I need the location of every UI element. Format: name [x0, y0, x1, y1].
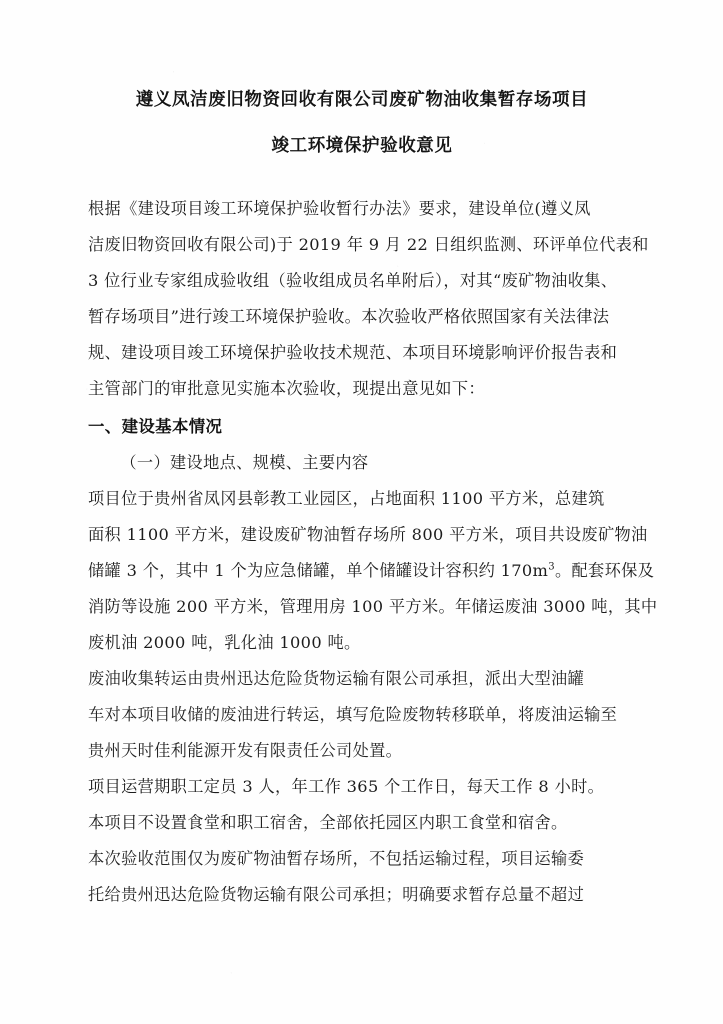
paragraph-transport — [88, 661, 636, 769]
paragraph-scope-line: 托给贵州迅达危险货物运输有限公司承担；明确要求暂存总量不超过 — [88, 885, 585, 904]
paragraph-intro-line: 根据《建设项目竣工环境保护验收暂行办法》要求，建设单位(遵义凤 — [88, 199, 591, 218]
cubic-meter-superscript: 3 — [548, 561, 555, 573]
paragraph-staffing — [88, 769, 636, 841]
paragraph-intro-line: 洁废旧物资回收有限公司)于 2019 年 9 月 22 日组织监测、环评单位代表和 — [88, 235, 649, 254]
scale-line-text-tail: 。配套环保及 — [554, 561, 655, 580]
scale-line-text: 储罐 3 个，其中 1 个为应急储罐，单个储罐设计容积约 170m — [88, 561, 549, 580]
paragraph-transport-line: 废油收集转运由贵州迅达危险货物运输有限公司承担，派出大型油罐 — [88, 669, 585, 688]
document-content — [88, 0, 658, 913]
paragraph-transport-line: 贵州天时佳利能源开发有限责任公司处置。 — [88, 741, 403, 760]
paragraph-staffing-line: 本项目不设置食堂和职工宿舍，全部依托园区内职工食堂和宿舍。 — [88, 813, 568, 832]
paragraph-scale-line: 面积 1100 平方米，建设废矿物油暂存场所 800 平方米，项目共设废矿物油 — [88, 525, 648, 544]
paragraph-scope — [88, 841, 636, 913]
paragraph-intro-line: 主管部门的审批意见实施本次验收，现提出意见如下： — [88, 379, 485, 398]
paragraph-transport-line: 车对本项目收储的废油进行转运，填写危险废物转移联单，将废油运输至 — [88, 705, 618, 724]
paragraph-scale-line: 项目位于贵州省凤冈县彰教工业园区，占地面积 1100 平方米，总建筑 — [88, 489, 605, 508]
paragraph-intro-line: 规、建设项目竣工环境保护验收技术规范、本项目环境影响评价报告表和 — [88, 343, 618, 362]
paragraph-intro-line: 暂存场项目”进行竣工环境保护验收。本次验收严格依照国家有关法律法 — [88, 307, 610, 326]
paragraph-scope-line: 本次验收范围仅为废矿物油暂存场所，不包括运输过程，项目运输委 — [88, 849, 585, 868]
paragraph-staffing-line: 项目运营期职工定员 3 人，年工作 365 个工作日，每天工作 8 小时。 — [88, 777, 605, 796]
paragraph-intro — [88, 191, 649, 407]
paragraph-scale-line-with-superscript — [88, 553, 655, 589]
section-heading-1: 一、建设基本情况 — [88, 417, 223, 436]
section-heading-2: （一）建设地点、规模、主要内容 — [120, 453, 369, 472]
document-title — [88, 0, 636, 164]
paragraph-scale — [88, 481, 658, 661]
title-line-1: 遵义凤洁废旧物资回收有限公司废矿物油收集暂存场项目 — [135, 90, 589, 110]
paragraph-intro-line: 3 位行业专家组成验收组（验收组成员名单附后），对其“废矿物油收集、 — [88, 271, 618, 290]
title-line-2: 竣工环境保护验收意见 — [271, 136, 453, 156]
paragraph-scale-line: 废机油 2000 吨，乳化油 1000 吨。 — [88, 633, 361, 652]
paragraph-scale-line: 消防等设施 200 平方米，管理用房 100 平方米。年储运废油 3000 吨，其中 — [88, 597, 658, 616]
